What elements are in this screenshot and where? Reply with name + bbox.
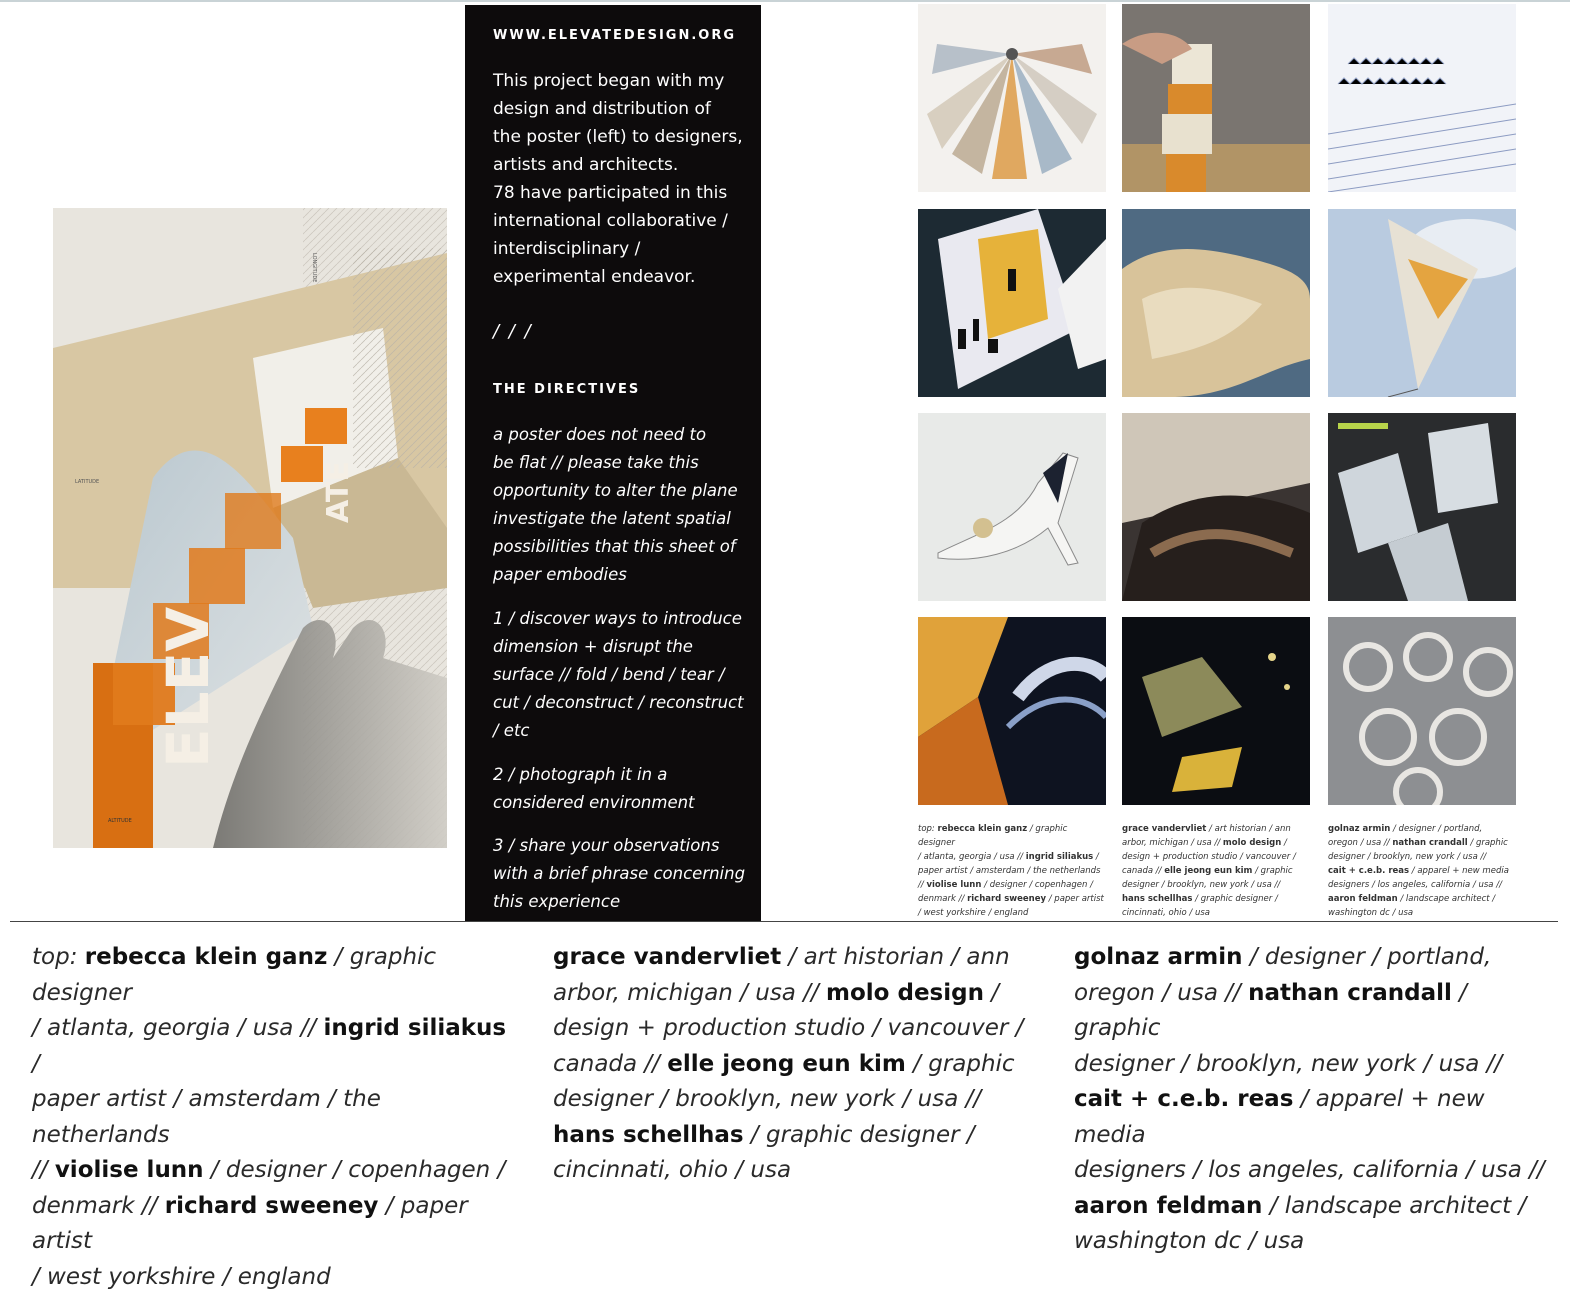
credit-name: grace vandervliet — [553, 944, 781, 970]
credit-text: oregon / usa // — [1074, 980, 1248, 1006]
directive-3 — [493, 832, 755, 916]
caption-line — [1122, 892, 1308, 906]
caption-line — [32, 1189, 512, 1260]
credit-name: aaron feldman — [1074, 1193, 1262, 1219]
credit-text: / landscape architect / — [1398, 894, 1496, 904]
credit-text: / landscape architect / — [1262, 1193, 1526, 1219]
directive-line: / etc — [493, 717, 755, 745]
directive-line: possibilities that this sheet of — [493, 533, 755, 561]
credit-text: denmark // — [918, 894, 967, 904]
credit-name: hans schellhas — [553, 1122, 744, 1148]
poster-small-bottom: ALTITUDE — [108, 818, 132, 824]
photo-stacked-blocks — [1122, 4, 1310, 192]
credit-text: paper artist / amsterdam / the netherlands — [918, 866, 1100, 876]
photo-folded-poster — [918, 209, 1106, 397]
credit-text: / designer / portland, — [1243, 944, 1492, 970]
caption-line — [1122, 864, 1308, 878]
credit-text: designers / los angeles, california / usa // — [1328, 880, 1502, 890]
caption-line — [1074, 1189, 1554, 1225]
directive-line: this experience — [493, 888, 755, 916]
caption-line — [553, 1011, 1033, 1047]
caption-line — [1328, 850, 1514, 864]
directive-line: 1 / discover ways to introduce — [493, 605, 755, 633]
caption-line — [1122, 822, 1308, 836]
credit-text: / graphic — [1074, 980, 1467, 1042]
caption-line — [553, 1082, 1033, 1118]
credit-text: canada // — [553, 1051, 667, 1077]
credit-text: / — [1281, 838, 1287, 848]
caption-line — [1122, 906, 1308, 920]
photo-cut-tiles — [1328, 413, 1516, 601]
credit-name: hans schellhas — [1122, 894, 1192, 904]
caption-line — [918, 864, 1104, 878]
photo-cloud-paper — [1122, 209, 1310, 397]
credit-name: elle jeong eun kim — [1164, 866, 1252, 876]
credit-text: paper artist / amsterdam / the netherlands — [32, 1086, 381, 1148]
caption-line — [553, 940, 1033, 976]
intro-line: experimental endeavor. — [493, 263, 753, 291]
credit-text: / graphic — [1468, 838, 1508, 848]
credit-name: ingrid siliakus — [1026, 852, 1094, 862]
caption-line — [918, 878, 1104, 892]
photo-fan-book — [918, 4, 1106, 192]
caption-col3 — [1074, 940, 1554, 1260]
credit-name: grace vandervliet — [1122, 824, 1206, 834]
directive-line: with a brief phrase concerning — [493, 860, 755, 888]
credit-text: / atlanta, georgia / usa // — [918, 852, 1026, 862]
credit-name: richard sweeney — [165, 1193, 379, 1219]
credit-text: design + production studio / vancouver / — [1122, 852, 1296, 862]
intro-line: artists and architects. — [493, 151, 753, 179]
photo-graphic-swirl — [918, 617, 1106, 805]
credit-text: / graphic — [906, 1051, 1015, 1077]
directive-line: cut / deconstruct / reconstruct — [493, 689, 755, 717]
directive-line: 2 / photograph it in a — [493, 761, 755, 789]
intro-line: interdisciplinary / — [493, 235, 753, 263]
credit-name: richard sweeney — [967, 894, 1046, 904]
directive-line: considered environment — [493, 789, 755, 817]
small-caption-col2 — [1122, 822, 1308, 920]
photo-blurred-light — [1122, 413, 1310, 601]
top-rule — [0, 0, 1570, 2]
directive-line: a poster does not need to — [493, 421, 755, 449]
caption-line — [32, 940, 512, 1011]
credit-text: / art historian / ann — [1206, 824, 1290, 834]
credit-text: / designer / portland, — [1390, 824, 1482, 834]
caption-line — [1122, 850, 1308, 864]
intro-text — [493, 67, 753, 291]
directive-2 — [493, 761, 755, 817]
credit-text: / — [1093, 852, 1099, 862]
caption-line — [1328, 892, 1514, 906]
photo-night-scene — [1122, 617, 1310, 805]
poster-word-right: ATE — [321, 461, 356, 523]
credit-text: designer / brooklyn, new york / usa // — [1328, 852, 1486, 862]
directive-line: be flat // please take this — [493, 449, 755, 477]
credit-name: cait + c.e.b. reas — [1328, 866, 1409, 876]
caption-line — [1122, 836, 1308, 850]
credit-text: designer / brooklyn, new york / usa // — [553, 1086, 981, 1112]
caption-line — [1328, 878, 1514, 892]
caption-line — [1074, 1082, 1554, 1153]
photo-kite — [1328, 209, 1516, 397]
credit-text: / graphic designer / — [744, 1122, 975, 1148]
caption-line — [553, 976, 1033, 1012]
poster-word-left: ELEV — [154, 607, 222, 768]
credit-name: violise lunn — [55, 1157, 204, 1183]
intro-line: This project began with my — [493, 67, 753, 95]
caption-line — [1328, 864, 1514, 878]
credit-text: / west yorkshire / england — [32, 1264, 331, 1290]
credit-text: denmark // — [32, 1193, 165, 1219]
caption-line — [553, 1047, 1033, 1083]
credit-name: molo design — [1223, 838, 1281, 848]
poster-small-top: LONGITUDE — [311, 253, 317, 282]
photo-spirals — [1328, 617, 1516, 805]
credit-text: / paper artist — [32, 1193, 468, 1255]
credit-text: / graphic designer — [918, 824, 1067, 848]
credit-text: / apparel + new media — [1409, 866, 1509, 876]
credit-text: / art historian / ann — [781, 944, 1009, 970]
caption-col2 — [553, 940, 1033, 1189]
caption-line — [1074, 1153, 1554, 1189]
directive-1 — [493, 605, 755, 745]
credit-name: ingrid siliakus — [323, 1015, 506, 1041]
caption-line — [1074, 940, 1554, 976]
credit-text: / — [32, 1051, 40, 1077]
caption-line — [1074, 1224, 1554, 1260]
section-separator: / / / — [493, 321, 533, 342]
small-caption-col1 — [918, 822, 1104, 920]
credit-text: / paper artist — [1046, 894, 1104, 904]
credit-text: / designer / copenhagen / — [981, 880, 1093, 890]
credit-name: rebecca klein ganz — [85, 944, 328, 970]
caption-line — [1074, 976, 1554, 1047]
caption-line — [1328, 822, 1514, 836]
directives-heading: THE DIRECTIVES — [493, 382, 640, 397]
credit-text: washington dc / usa — [1074, 1228, 1304, 1254]
credit-text: / graphic — [1252, 866, 1292, 876]
intro-line: international collaborative / — [493, 207, 753, 235]
credit-name: golnaz armin — [1074, 944, 1243, 970]
credit-text: top: — [918, 824, 938, 834]
caption-line — [918, 892, 1104, 906]
credit-text: design + production studio / vancouver / — [553, 1015, 1023, 1041]
directive-line: investigate the latent spatial — [493, 505, 755, 533]
elevate-poster-image — [53, 208, 447, 848]
poster-small-left: LATITUDE — [75, 479, 99, 485]
website-url: WWW.ELEVATEDESIGN.ORG — [493, 28, 736, 43]
credit-name: nathan crandall — [1248, 980, 1452, 1006]
caption-col1 — [32, 940, 512, 1295]
small-caption-col3 — [1328, 822, 1514, 920]
credit-name: rebecca klein ganz — [938, 824, 1028, 834]
caption-line — [553, 1153, 1033, 1189]
credit-name: golnaz armin — [1328, 824, 1390, 834]
credit-name: aaron feldman — [1328, 894, 1398, 904]
credit-text: top: — [32, 944, 85, 970]
caption-line — [32, 1011, 512, 1082]
directive-line: paper embodies — [493, 561, 755, 589]
caption-line — [32, 1082, 512, 1153]
caption-line — [1122, 878, 1308, 892]
intro-line: design and distribution of — [493, 95, 753, 123]
directive-line: dimension + disrupt the — [493, 633, 755, 661]
credit-text: // — [918, 880, 926, 890]
credit-text: designer / brooklyn, new york / usa // — [1074, 1051, 1502, 1077]
credit-text: / apparel + new media — [1074, 1086, 1485, 1148]
caption-line — [32, 1153, 512, 1189]
credit-text: / west yorkshire / england — [918, 908, 1028, 918]
photo-pleated-sheet — [1328, 4, 1516, 192]
caption-line — [1328, 836, 1514, 850]
divider-line — [10, 921, 1558, 922]
credit-text: cincinnati, ohio / usa — [1122, 908, 1210, 918]
credit-text: / graphic designer — [32, 944, 436, 1006]
caption-line — [1074, 1047, 1554, 1083]
directive-intro — [493, 421, 755, 589]
credit-text: washington dc / usa — [1328, 908, 1413, 918]
caption-line — [918, 850, 1104, 864]
credit-text: / — [984, 980, 999, 1006]
credit-text: arbor, michigan / usa // — [1122, 838, 1223, 848]
credit-text: oregon / usa // — [1328, 838, 1392, 848]
credit-name: violise lunn — [926, 880, 981, 890]
directives-panel — [465, 5, 761, 922]
credit-text: arbor, michigan / usa // — [553, 980, 826, 1006]
directive-line: 3 / share your observations — [493, 832, 755, 860]
photo-paper-shoe — [918, 413, 1106, 601]
directive-line: surface // fold / bend / tear / — [493, 661, 755, 689]
credit-text: // — [32, 1157, 55, 1183]
directive-line: opportunity to alter the plane — [493, 477, 755, 505]
caption-line — [918, 906, 1104, 920]
credit-text: canada // — [1122, 866, 1164, 876]
credit-text: / graphic designer / — [1192, 894, 1277, 904]
intro-line: 78 have participated in this — [493, 179, 753, 207]
caption-line — [1328, 906, 1514, 920]
credit-text: cincinnati, ohio / usa — [553, 1157, 791, 1183]
credit-name: elle jeong eun kim — [667, 1051, 906, 1077]
credit-name: cait + c.e.b. reas — [1074, 1086, 1293, 1112]
caption-line — [32, 1260, 512, 1295]
caption-line — [918, 822, 1104, 850]
intro-line: the poster (left) to designers, — [493, 123, 753, 151]
credit-text: designers / los angeles, california / usa // — [1074, 1157, 1545, 1183]
caption-line — [553, 1118, 1033, 1154]
credit-text: / designer / copenhagen / — [204, 1157, 506, 1183]
credit-name: nathan crandall — [1392, 838, 1467, 848]
credit-name: molo design — [826, 980, 984, 1006]
credit-text: designer / brooklyn, new york / usa // — [1122, 880, 1280, 890]
credit-text: / atlanta, georgia / usa // — [32, 1015, 323, 1041]
